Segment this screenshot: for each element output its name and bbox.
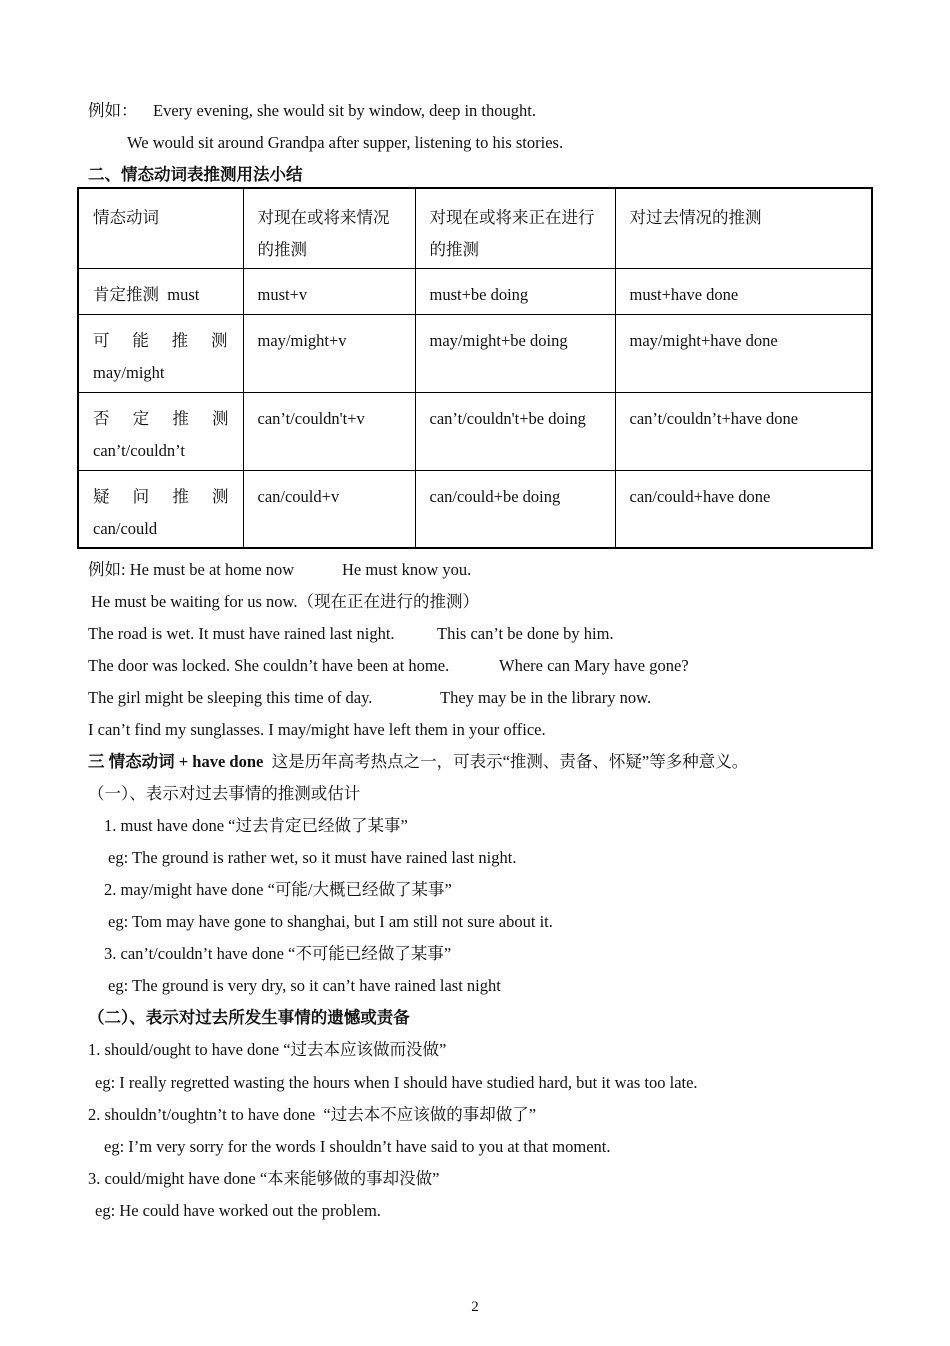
table-cell: can’t/couldn't+v bbox=[243, 392, 415, 470]
table-example-1b: He must know you. bbox=[342, 560, 472, 579]
table-row bbox=[78, 392, 872, 470]
row-label-en: can/could bbox=[93, 518, 158, 538]
row-label-cn: 疑问推测 bbox=[93, 486, 229, 506]
row-label-cell bbox=[78, 470, 243, 548]
table-header-cell: 对过去情况的推测 bbox=[615, 188, 872, 268]
table-cell: must+v bbox=[243, 268, 415, 314]
row-label-cn: 可能推测 bbox=[93, 330, 229, 350]
part-2-rule-1: 1. should/ought to have done “过去本应该做而没做” bbox=[88, 1040, 447, 1059]
table-example-2: He must be waiting for us now.（现在正在进行的推测） bbox=[91, 592, 480, 611]
table-row bbox=[78, 314, 872, 392]
table-example-1: 例如: He must be at home now bbox=[88, 560, 295, 579]
table-example-3: The road is wet. It must have rained last night. bbox=[88, 624, 395, 643]
table-header-cell: 对现在或将来情况的推测 bbox=[243, 188, 415, 268]
table-example-3b: This can’t be done by him. bbox=[437, 624, 614, 643]
part-1-title: （一）、表示对过去事情的推测或估计 bbox=[88, 784, 361, 803]
table-cell: may/might+be doing bbox=[415, 314, 615, 392]
row-label-en: must bbox=[167, 284, 200, 304]
section-3-heading-bold: 三 情态动词 + have done bbox=[88, 752, 264, 771]
part-1-eg-1: eg: The ground is rather wet, so it must have rained last night. bbox=[108, 848, 517, 867]
table-row bbox=[78, 268, 872, 314]
row-label-cell bbox=[78, 268, 243, 314]
part-1-rule-1: 1. must have done “过去肯定已经做了某事” bbox=[104, 816, 408, 835]
part-2-rule-2: 2. shouldn’t/oughtn’t to have done “过去本不应该做的事却做了” bbox=[88, 1105, 537, 1124]
row-label-cn: 肯定推测 bbox=[93, 284, 159, 304]
part-2-eg-2: eg: I’m very sorry for the words I shouldn’t have said to you at that moment. bbox=[104, 1137, 611, 1156]
part-1-rule-3: 3. can’t/couldn’t have done “不可能已经做了某事” bbox=[104, 944, 452, 963]
table-header-cell: 情态动词 bbox=[78, 188, 243, 268]
table-example-6: I can’t find my sunglasses. I may/might have left them in your office. bbox=[88, 720, 546, 739]
table-example-4: The door was locked. She couldn’t have been at home. bbox=[88, 656, 450, 675]
part-1-rule-2: 2. may/might have done “可能/大概已经做了某事” bbox=[104, 880, 452, 899]
section-2-heading: 二、情态动词表推测用法小结 bbox=[88, 165, 303, 184]
row-label-en: may/might bbox=[93, 362, 165, 382]
example-sentence-1: Every evening, she would sit by window, deep in thought. bbox=[153, 101, 536, 120]
row-label-cell bbox=[78, 392, 243, 470]
table-header-row bbox=[78, 188, 872, 268]
table-cell: may/might+v bbox=[243, 314, 415, 392]
part-2-eg-1: eg: I really regretted wasting the hours when I should have studied hard, but it was too late. bbox=[95, 1073, 698, 1092]
table-cell: can’t/couldn't+be doing bbox=[415, 392, 615, 470]
section-3-heading-rest: 这是历年高考热点之一，可表示“推测、责备、怀疑”等多种意义。 bbox=[271, 752, 749, 771]
table-example-4b: Where can Mary have gone? bbox=[499, 656, 689, 675]
table-cell: can/could+have done bbox=[615, 470, 872, 548]
table-cell: may/might+have done bbox=[615, 314, 872, 392]
table-row bbox=[78, 470, 872, 548]
table-cell: can’t/couldn’t+have done bbox=[615, 392, 872, 470]
row-label-cn: 否定推测 bbox=[93, 408, 229, 428]
row-label-en: can’t/couldn’t bbox=[93, 440, 185, 460]
section-3-heading bbox=[88, 752, 748, 772]
row-label-cell bbox=[78, 314, 243, 392]
part-2-rule-3: 3. could/might have done “本来能够做的事却没做” bbox=[88, 1169, 440, 1188]
part-1-eg-2: eg: Tom may have gone to shanghai, but I am still not sure about it. bbox=[108, 912, 553, 931]
part-2-eg-3: eg: He could have worked out the problem. bbox=[95, 1201, 381, 1220]
table-example-5: The girl might be sleeping this time of day. bbox=[88, 688, 373, 707]
table-cell: must+be doing bbox=[415, 268, 615, 314]
example-sentence-2: We would sit around Grandpa after supper, listening to his stories. bbox=[127, 133, 564, 152]
table-example-5b: They may be in the library now. bbox=[440, 688, 652, 707]
table-cell: can/could+v bbox=[243, 470, 415, 548]
table-cell: must+have done bbox=[615, 268, 872, 314]
modal-inference-table bbox=[77, 187, 873, 549]
table-cell: can/could+be doing bbox=[415, 470, 615, 548]
example-label: 例如： bbox=[88, 101, 138, 120]
table-header-cell: 对现在或将来正在进行的推测 bbox=[415, 188, 615, 268]
part-1-eg-3: eg: The ground is very dry, so it can’t have rained last night bbox=[108, 976, 501, 995]
part-2-title: （二）、表示对过去所发生事情的遗憾或责备 bbox=[88, 1008, 410, 1027]
page-number: 2 bbox=[471, 1299, 479, 1315]
